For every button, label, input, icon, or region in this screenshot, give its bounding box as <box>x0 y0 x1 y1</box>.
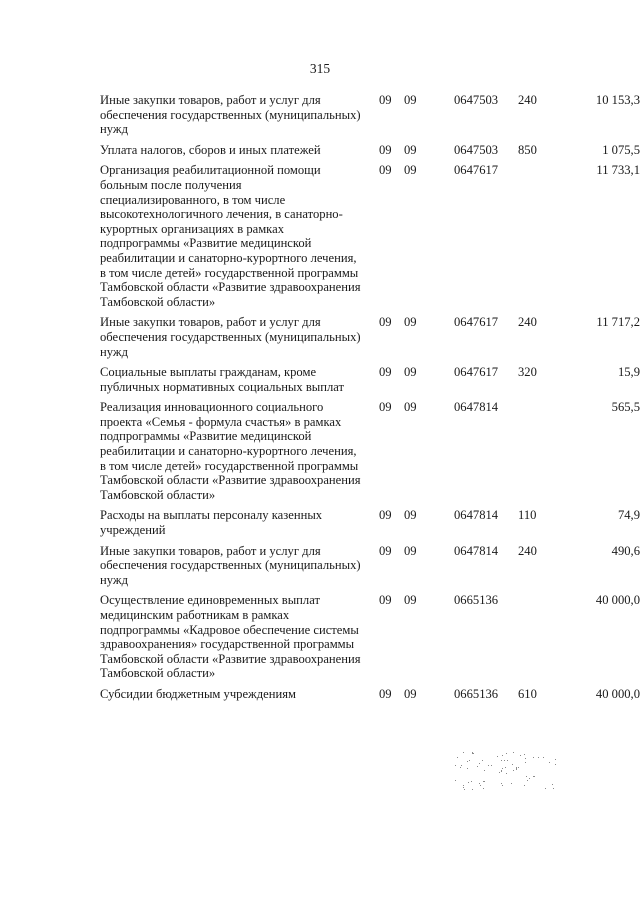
row-name: Реализация инновационного социального проекта «Семья - формула счастья» в рамках подпрограммы «Развитие медицинской реабилитации и санаторно-курортного лечения, в том числе детей» государственной программы Тамбовской области «Развитие здравоохранения Тамбовской области» <box>100 400 361 502</box>
table-row <box>0 544 640 588</box>
row-amount: 11 733,1 <box>596 163 640 178</box>
row-amount: 1 075,5 <box>602 142 640 157</box>
row-amount: 15,9 <box>617 365 640 380</box>
row-subsection: 09 <box>404 543 417 558</box>
row-subsection: 09 <box>404 593 417 608</box>
page-number: 315 <box>309 61 331 76</box>
row-section: 09 <box>379 93 392 107</box>
row-subsection: 09 <box>404 163 417 178</box>
row-amount: 11 717,2 <box>596 315 640 330</box>
row-target-code: 0647814 <box>454 543 499 558</box>
table-row <box>0 163 640 309</box>
table-row <box>0 593 640 681</box>
row-amount: 565,5 <box>611 400 640 415</box>
row-section: 09 <box>379 315 392 330</box>
row-target-code: 0647503 <box>454 142 499 157</box>
row-expense-type: 240 <box>518 315 537 330</box>
row-section: 09 <box>379 593 392 608</box>
row-amount: 40 000,0 <box>595 593 640 608</box>
table-row <box>0 93 640 137</box>
table-row <box>0 365 640 394</box>
scan-noise <box>455 752 560 790</box>
row-name: Субсидии бюджетным учреждениям <box>100 686 296 701</box>
row-section: 09 <box>379 365 392 380</box>
row-target-code: 0647814 <box>454 508 499 523</box>
row-subsection: 09 <box>404 686 417 701</box>
row-section: 09 <box>379 508 392 523</box>
row-name: Иные закупки товаров, работ и услуг для обеспечения государственных (муниципальных) нужд <box>100 543 361 587</box>
row-subsection: 09 <box>404 315 417 330</box>
row-expense-type: 240 <box>518 543 537 558</box>
row-name: Иные закупки товаров, работ и услуг для обеспечения государственных (муниципальных) нужд <box>100 315 361 359</box>
row-target-code: 0647617 <box>454 365 499 380</box>
row-subsection: 09 <box>404 93 417 107</box>
row-expense-type: 240 <box>518 93 537 107</box>
row-expense-type: 850 <box>518 142 537 157</box>
table-row <box>0 687 640 702</box>
row-name: Уплата налогов, сборов и иных платежей <box>100 142 321 157</box>
row-amount: 490,6 <box>611 543 640 558</box>
row-amount: 74,9 <box>617 508 640 523</box>
row-expense-type: 110 <box>518 508 537 523</box>
row-name: Расходы на выплаты персоналу казенных учреждений <box>100 508 323 538</box>
row-subsection: 09 <box>404 142 417 157</box>
row-section: 09 <box>379 142 392 157</box>
row-name: Осуществление единовременных выплат медицинским работникам в рамках подпрограммы «Кадровое обеспечение системы здравоохранения» государственной программы Тамбовской области «Развитие здравоохранения Тамбовской области» <box>100 593 361 681</box>
table-row <box>0 508 640 537</box>
table-row <box>0 143 640 158</box>
row-name: Организация реабилитационной помощи больным после получения специализированного, в том числе высокотехнологичного лечения, в санаторно-курортных организациях в рамках подпрограммы «Развитие медицинской реабилитации и санаторно-курортного лечения, в том числе детей» государственной программы Тамбовской области «Развитие здравоохранения Тамбовской области» <box>100 163 361 309</box>
budget-table <box>0 93 640 708</box>
row-target-code: 0647503 <box>454 93 499 107</box>
row-target-code: 0647814 <box>454 400 499 415</box>
row-target-code: 0665136 <box>454 686 499 701</box>
row-target-code: 0647617 <box>454 315 499 330</box>
row-name: Иные закупки товаров, работ и услуг для обеспечения государственных (муниципальных) нужд <box>100 93 361 137</box>
row-section: 09 <box>379 686 392 701</box>
row-section: 09 <box>379 400 392 415</box>
row-subsection: 09 <box>404 365 417 380</box>
table-row <box>0 315 640 359</box>
row-name: Социальные выплаты гражданам, кроме публичных нормативных социальных выплат <box>100 365 345 394</box>
row-target-code: 0647617 <box>454 163 499 178</box>
row-expense-type: 610 <box>518 686 537 701</box>
row-amount: 40 000,0 <box>595 686 640 701</box>
row-section: 09 <box>379 543 392 558</box>
row-subsection: 09 <box>404 508 417 523</box>
table-row <box>0 400 640 502</box>
row-expense-type: 320 <box>518 365 537 380</box>
row-target-code: 0665136 <box>454 593 499 608</box>
row-amount: 10 153,3 <box>595 93 640 107</box>
row-section: 09 <box>379 163 392 178</box>
row-subsection: 09 <box>404 400 417 415</box>
